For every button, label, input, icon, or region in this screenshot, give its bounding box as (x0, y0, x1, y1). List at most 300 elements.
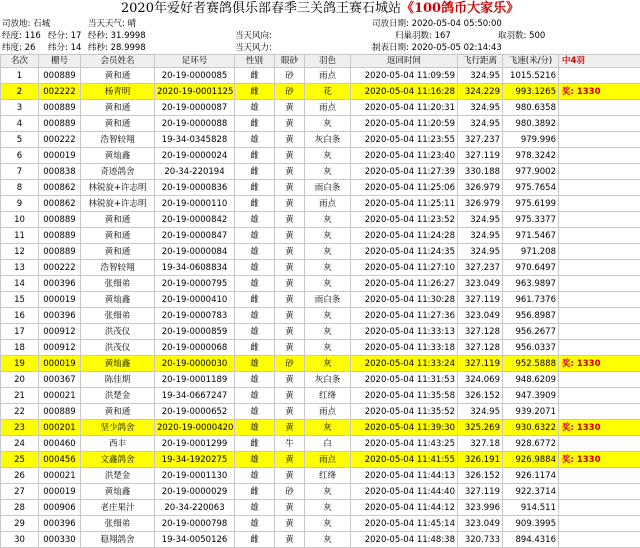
eye-cell: 黄 (275, 452, 305, 468)
speed-cell: 956.2677 (503, 324, 559, 340)
sex-cell: 雌 (235, 68, 275, 84)
col-color: 羽色 (305, 55, 351, 68)
shed-cell: 000456 (39, 452, 81, 468)
time-cell: 2020-05-04 11:48:38 (351, 532, 458, 548)
time-cell: 2020-05-04 11:30:28 (351, 292, 458, 308)
color-cell: 灰 (305, 500, 351, 516)
prize-cell (559, 404, 640, 420)
sex-cell: 雄 (235, 420, 275, 436)
table-row (1, 116, 640, 132)
eye-cell: 黄 (275, 420, 305, 436)
taken-count: 取羽数: 500 (498, 30, 545, 42)
distance-cell: 327.128 (458, 324, 503, 340)
latitude-deg: 纬度: 26 (2, 42, 35, 54)
member-cell: 坚少鸽舍 (81, 420, 155, 436)
distance-cell: 324.95 (458, 68, 503, 84)
table-row (1, 180, 640, 196)
prize-cell (559, 228, 640, 244)
color-cell: 红绛 (305, 468, 351, 484)
longitude-min: 经分: 17 (48, 30, 81, 42)
eye-cell: 黄 (275, 132, 305, 148)
member-cell: 张细弟 (81, 308, 155, 324)
distance-cell: 327.119 (458, 148, 503, 164)
member-cell: 张细弟 (81, 276, 155, 292)
table-row (1, 292, 640, 308)
member-cell: 浩智较翔 (81, 132, 155, 148)
member-cell: 西丰 (81, 436, 155, 452)
sex-cell: 雌 (235, 532, 275, 548)
time-cell: 2020-05-04 11:41:55 (351, 452, 458, 468)
ring-cell: 19-34-0608834 (155, 260, 235, 276)
eye-cell: 黄 (275, 276, 305, 292)
rank-cell: 30 (1, 532, 39, 548)
speed-cell: 961.7376 (503, 292, 559, 308)
time-cell: 2020-05-04 11:23:40 (351, 148, 458, 164)
prize-cell (559, 68, 640, 84)
info-line-1 (0, 18, 640, 30)
rank-cell: 19 (1, 356, 39, 372)
sex-cell: 雄 (235, 308, 275, 324)
member-cell: 黄和通 (81, 228, 155, 244)
prize-cell (559, 180, 640, 196)
sex-cell: 雄 (235, 500, 275, 516)
ring-cell: 20-19-0000859 (155, 324, 235, 340)
prize-cell (559, 372, 640, 388)
title-highlight: 《100鸽币大家乐》 (401, 1, 519, 16)
prize-cell (559, 212, 640, 228)
eye-cell: 黄 (275, 308, 305, 324)
distance-cell: 323.049 (458, 276, 503, 292)
ring-cell: 20-19-0000030 (155, 356, 235, 372)
color-cell: 灰 (305, 308, 351, 324)
color-cell: 雨点 (305, 68, 351, 84)
speed-cell: 930.6322 (503, 420, 559, 436)
col-distance: 飞行距离 (458, 55, 503, 68)
ring-cell: 20-19-0000836 (155, 180, 235, 196)
shed-cell: 000019 (39, 484, 81, 500)
ring-cell: 20-34-220194 (155, 164, 235, 180)
rank-cell: 4 (1, 116, 39, 132)
member-cell: 陈佳期 (81, 372, 155, 388)
shed-cell: 000021 (39, 388, 81, 404)
rank-cell: 1 (1, 68, 39, 84)
prize-cell (559, 516, 640, 532)
color-cell: 红绛 (305, 388, 351, 404)
ring-cell: 20-19-0000084 (155, 244, 235, 260)
ring-cell: 19-34-1920275 (155, 452, 235, 468)
table-row (1, 468, 640, 484)
distance-cell: 327.18 (458, 436, 503, 452)
color-cell: 灰 (305, 212, 351, 228)
color-cell: 灰 (305, 516, 351, 532)
shed-cell: 000019 (39, 148, 81, 164)
member-cell: 黄灿鑫 (81, 356, 155, 372)
table-row (1, 500, 640, 516)
rank-cell: 5 (1, 132, 39, 148)
distance-cell: 325.269 (458, 420, 503, 436)
shed-cell: 000019 (39, 356, 81, 372)
color-cell: 雨白条 (305, 180, 351, 196)
prize-cell (559, 260, 640, 276)
results-body (1, 55, 640, 548)
table-row (1, 532, 640, 548)
rank-cell: 23 (1, 420, 39, 436)
shed-cell: 000396 (39, 276, 81, 292)
rank-cell: 10 (1, 212, 39, 228)
prize-cell (559, 244, 640, 260)
member-cell: 黄和通 (81, 244, 155, 260)
eye-cell: 黄 (275, 324, 305, 340)
prize-cell (559, 164, 640, 180)
prize-cell (559, 308, 640, 324)
distance-cell: 327.237 (458, 260, 503, 276)
rank-cell: 24 (1, 436, 39, 452)
rank-cell: 26 (1, 468, 39, 484)
speed-cell: 975.6199 (503, 196, 559, 212)
color-cell: 雨点 (305, 196, 351, 212)
sex-cell: 雄 (235, 276, 275, 292)
eye-cell: 黄 (275, 244, 305, 260)
eye-cell: 黄 (275, 148, 305, 164)
rank-cell: 13 (1, 260, 39, 276)
speed-cell: 980.3892 (503, 116, 559, 132)
col-ring: 足环号 (155, 55, 235, 68)
table-row (1, 132, 640, 148)
rank-cell: 25 (1, 452, 39, 468)
time-cell: 2020-05-04 11:43:25 (351, 436, 458, 452)
table-date: 制表日期: 2020-05-05 02:14:43 (372, 42, 502, 54)
prize-cell (559, 292, 640, 308)
member-cell: 林锐旋+许志明 (81, 196, 155, 212)
member-cell: 稳翔鸽舍 (81, 532, 155, 548)
rank-cell: 18 (1, 340, 39, 356)
color-cell: 灰 (305, 164, 351, 180)
distance-cell: 323.996 (458, 500, 503, 516)
prize-cell (559, 388, 640, 404)
report-title (0, 0, 640, 18)
shed-cell: 000222 (39, 260, 81, 276)
speed-cell: 975.3377 (503, 212, 559, 228)
longitude-deg: 经度: 116 (2, 30, 41, 42)
member-cell: 洪茂仪 (81, 340, 155, 356)
prize-cell: 奖: 1330 (559, 84, 640, 100)
speed-cell: 926.1174 (503, 468, 559, 484)
table-row (1, 372, 640, 388)
sex-cell: 雌 (235, 180, 275, 196)
distance-cell: 327.119 (458, 484, 503, 500)
color-cell: 雨点 (305, 452, 351, 468)
sex-cell: 雌 (235, 196, 275, 212)
prize-cell (559, 196, 640, 212)
shed-cell: 000330 (39, 532, 81, 548)
sex-cell: 雄 (235, 132, 275, 148)
rank-cell: 11 (1, 228, 39, 244)
table-row (1, 260, 640, 276)
member-cell: 黄和通 (81, 212, 155, 228)
time-cell: 2020-05-04 11:27:10 (351, 260, 458, 276)
table-row (1, 212, 640, 228)
speed-cell: 939.2071 (503, 404, 559, 420)
rank-cell: 27 (1, 484, 39, 500)
color-cell: 灰 (305, 484, 351, 500)
distance-cell: 324.95 (458, 404, 503, 420)
shed-cell: 000912 (39, 340, 81, 356)
sex-cell: 雄 (235, 468, 275, 484)
table-row (1, 340, 640, 356)
color-cell: 灰 (305, 228, 351, 244)
shed-cell: 000889 (39, 244, 81, 260)
distance-cell: 327.128 (458, 340, 503, 356)
time-cell: 2020-05-04 11:20:31 (351, 100, 458, 116)
color-cell: 花 (305, 84, 351, 100)
distance-cell: 326.979 (458, 196, 503, 212)
prize-cell (559, 116, 640, 132)
color-cell: 灰白条 (305, 372, 351, 388)
table-row (1, 164, 640, 180)
time-cell: 2020-05-04 11:33:18 (351, 340, 458, 356)
member-cell: 洪楚金 (81, 388, 155, 404)
release-date: 司放日期: 2020-05-04 05:50:00 (372, 18, 502, 30)
color-cell: 雨点 (305, 100, 351, 116)
time-cell: 2020-05-04 11:09:59 (351, 68, 458, 84)
ring-cell: 20-19-0000798 (155, 516, 235, 532)
prize-cell: 奖: 1330 (559, 452, 640, 468)
distance-cell: 327.119 (458, 356, 503, 372)
speed-cell: 970.6497 (503, 260, 559, 276)
color-cell: 灰 (305, 420, 351, 436)
sex-cell: 雌 (235, 148, 275, 164)
rank-cell: 2 (1, 84, 39, 100)
sex-cell: 雌 (235, 436, 275, 452)
col-speed: 飞速(米/分) (503, 55, 559, 68)
eye-cell: 黄 (275, 260, 305, 276)
shed-cell: 000889 (39, 404, 81, 420)
shed-cell: 000889 (39, 68, 81, 84)
prize-cell (559, 500, 640, 516)
shed-cell: 000396 (39, 516, 81, 532)
speed-cell: 947.3909 (503, 388, 559, 404)
shed-cell: 000222 (39, 132, 81, 148)
speed-cell: 894.4316 (503, 532, 559, 548)
col-shed: 棚号 (39, 55, 81, 68)
returned-count: 归巢羽数: 167 (395, 30, 451, 42)
distance-cell: 326.152 (458, 388, 503, 404)
rank-cell: 14 (1, 276, 39, 292)
col-eye: 眼砂 (275, 55, 305, 68)
ring-cell: 20-19-0000024 (155, 148, 235, 164)
sex-cell: 雌 (235, 116, 275, 132)
speed-cell: 1015.5216 (503, 68, 559, 84)
ring-cell: 20-19-0000029 (155, 484, 235, 500)
prize-cell (559, 468, 640, 484)
shed-cell: 000862 (39, 180, 81, 196)
time-cell: 2020-05-04 11:39:30 (351, 420, 458, 436)
sex-cell: 雌 (235, 340, 275, 356)
time-cell: 2020-05-04 11:45:14 (351, 516, 458, 532)
color-cell: 灰 (305, 148, 351, 164)
time-cell: 2020-05-04 11:33:13 (351, 324, 458, 340)
rank-cell: 17 (1, 324, 39, 340)
member-cell: 老庄果汁 (81, 500, 155, 516)
distance-cell: 323.049 (458, 308, 503, 324)
table-row (1, 436, 640, 452)
ring-cell: 2020-19-0001125 (155, 84, 235, 100)
rank-cell: 16 (1, 308, 39, 324)
table-row (1, 244, 640, 260)
shed-cell: 000201 (39, 420, 81, 436)
shed-cell: 000906 (39, 500, 81, 516)
distance-cell: 324.95 (458, 228, 503, 244)
shed-cell: 000912 (39, 324, 81, 340)
member-cell: 黄和通 (81, 68, 155, 84)
time-cell: 2020-05-04 11:44:13 (351, 468, 458, 484)
time-cell: 2020-05-04 11:24:35 (351, 244, 458, 260)
distance-cell: 323.049 (458, 516, 503, 532)
eye-cell: 黄 (275, 468, 305, 484)
sex-cell: 雄 (235, 100, 275, 116)
color-cell: 白 (305, 436, 351, 452)
prize-cell (559, 148, 640, 164)
table-row (1, 308, 640, 324)
member-cell: 浩智较翔 (81, 260, 155, 276)
time-cell: 2020-05-04 11:26:27 (351, 276, 458, 292)
distance-cell: 326.191 (458, 452, 503, 468)
speed-cell: 956.0337 (503, 340, 559, 356)
title-main: 2020年爱好者赛鸽俱乐部春季三关鸽王赛石城站 (121, 1, 401, 16)
shed-cell: 000367 (39, 372, 81, 388)
rank-cell: 8 (1, 180, 39, 196)
eye-cell: 黄 (275, 372, 305, 388)
speed-cell: 978.3242 (503, 148, 559, 164)
member-cell: 洪茂仪 (81, 324, 155, 340)
sex-cell: 雄 (235, 388, 275, 404)
sex-cell: 雄 (235, 324, 275, 340)
member-cell: 黄和通 (81, 404, 155, 420)
sex-cell: 雌 (235, 84, 275, 100)
eye-cell: 黄 (275, 532, 305, 548)
ring-cell: 20-19-0001189 (155, 372, 235, 388)
distance-cell: 330.188 (458, 164, 503, 180)
ring-cell: 20-19-0000652 (155, 404, 235, 420)
speed-cell: 952.5888 (503, 356, 559, 372)
sex-cell: 雄 (235, 404, 275, 420)
shed-cell: 000862 (39, 196, 81, 212)
speed-cell: 922.3714 (503, 484, 559, 500)
shed-cell: 000838 (39, 164, 81, 180)
table-row (1, 484, 640, 500)
ring-cell: 2020-19-0000420 (155, 420, 235, 436)
rank-cell: 7 (1, 164, 39, 180)
time-cell: 2020-05-04 11:20:59 (351, 116, 458, 132)
prize-cell: 奖: 1330 (559, 356, 640, 372)
prize-cell (559, 340, 640, 356)
speed-cell: 977.9002 (503, 164, 559, 180)
speed-cell: 926.9884 (503, 452, 559, 468)
time-cell: 2020-05-04 11:31:53 (351, 372, 458, 388)
sex-cell: 雌 (235, 292, 275, 308)
col-rank: 名次 (1, 55, 39, 68)
table-row (1, 196, 640, 212)
ring-cell: 20-19-0000087 (155, 100, 235, 116)
rank-cell: 21 (1, 388, 39, 404)
table-row (1, 100, 640, 116)
latitude-sec: 纬秒: 28.9998 (88, 42, 146, 54)
eye-cell: 砂 (275, 68, 305, 84)
table-row (1, 356, 640, 372)
prize-cell (559, 436, 640, 452)
speed-cell: 975.7654 (503, 180, 559, 196)
color-cell: 雨白条 (305, 292, 351, 308)
eye-cell: 黄 (275, 500, 305, 516)
shed-cell: 000460 (39, 436, 81, 452)
member-cell: 洪楚金 (81, 468, 155, 484)
speed-cell: 971.5467 (503, 228, 559, 244)
sex-cell: 雄 (235, 356, 275, 372)
table-row (1, 404, 640, 420)
eye-cell: 黄 (275, 196, 305, 212)
distance-cell: 324.95 (458, 212, 503, 228)
speed-cell: 979.996 (503, 132, 559, 148)
speed-cell: 993.1265 (503, 84, 559, 100)
sex-cell: 雄 (235, 516, 275, 532)
time-cell: 2020-05-04 11:27:36 (351, 308, 458, 324)
table-row (1, 420, 640, 436)
table-row (1, 516, 640, 532)
time-cell: 2020-05-04 11:16:28 (351, 84, 458, 100)
speed-cell: 963.9897 (503, 276, 559, 292)
member-cell: 张细弟 (81, 516, 155, 532)
longitude-sec: 经秒: 31.9998 (88, 30, 146, 42)
sex-cell: 雌 (235, 164, 275, 180)
eye-cell: 黄 (275, 404, 305, 420)
ring-cell: 20-19-0000110 (155, 196, 235, 212)
member-cell: 黄灿鑫 (81, 148, 155, 164)
speed-cell: 948.6209 (503, 372, 559, 388)
color-cell: 灰白条 (305, 132, 351, 148)
time-cell: 2020-05-04 11:27:39 (351, 164, 458, 180)
rank-cell: 20 (1, 372, 39, 388)
prize-cell (559, 532, 640, 548)
sex-cell: 雄 (235, 452, 275, 468)
eye-cell: 黄 (275, 516, 305, 532)
distance-cell: 327.119 (458, 292, 503, 308)
rank-cell: 22 (1, 404, 39, 420)
color-cell: 灰 (305, 260, 351, 276)
distance-cell: 324.95 (458, 116, 503, 132)
member-cell: 黄和通 (81, 116, 155, 132)
shed-cell: 000889 (39, 116, 81, 132)
color-cell: 雨点 (305, 404, 351, 420)
ring-cell: 20-19-0001299 (155, 436, 235, 452)
time-cell: 2020-05-04 11:35:52 (351, 404, 458, 420)
sex-cell: 雄 (235, 228, 275, 244)
member-cell: 林锐旋+许志明 (81, 180, 155, 196)
info-line-2 (0, 30, 640, 42)
eye-cell: 黄 (275, 388, 305, 404)
eye-cell: 黄 (275, 340, 305, 356)
eye-cell: 砂 (275, 84, 305, 100)
sex-cell: 雄 (235, 212, 275, 228)
eye-cell: 黄 (275, 292, 305, 308)
ring-cell: 19-34-0050126 (155, 532, 235, 548)
member-cell: 黄灿鑫 (81, 484, 155, 500)
shed-cell: 000019 (39, 292, 81, 308)
table-row (1, 68, 640, 84)
time-cell: 2020-05-04 11:33:24 (351, 356, 458, 372)
shed-cell: 000889 (39, 212, 81, 228)
col-sex: 性别 (235, 55, 275, 68)
table-row (1, 148, 640, 164)
